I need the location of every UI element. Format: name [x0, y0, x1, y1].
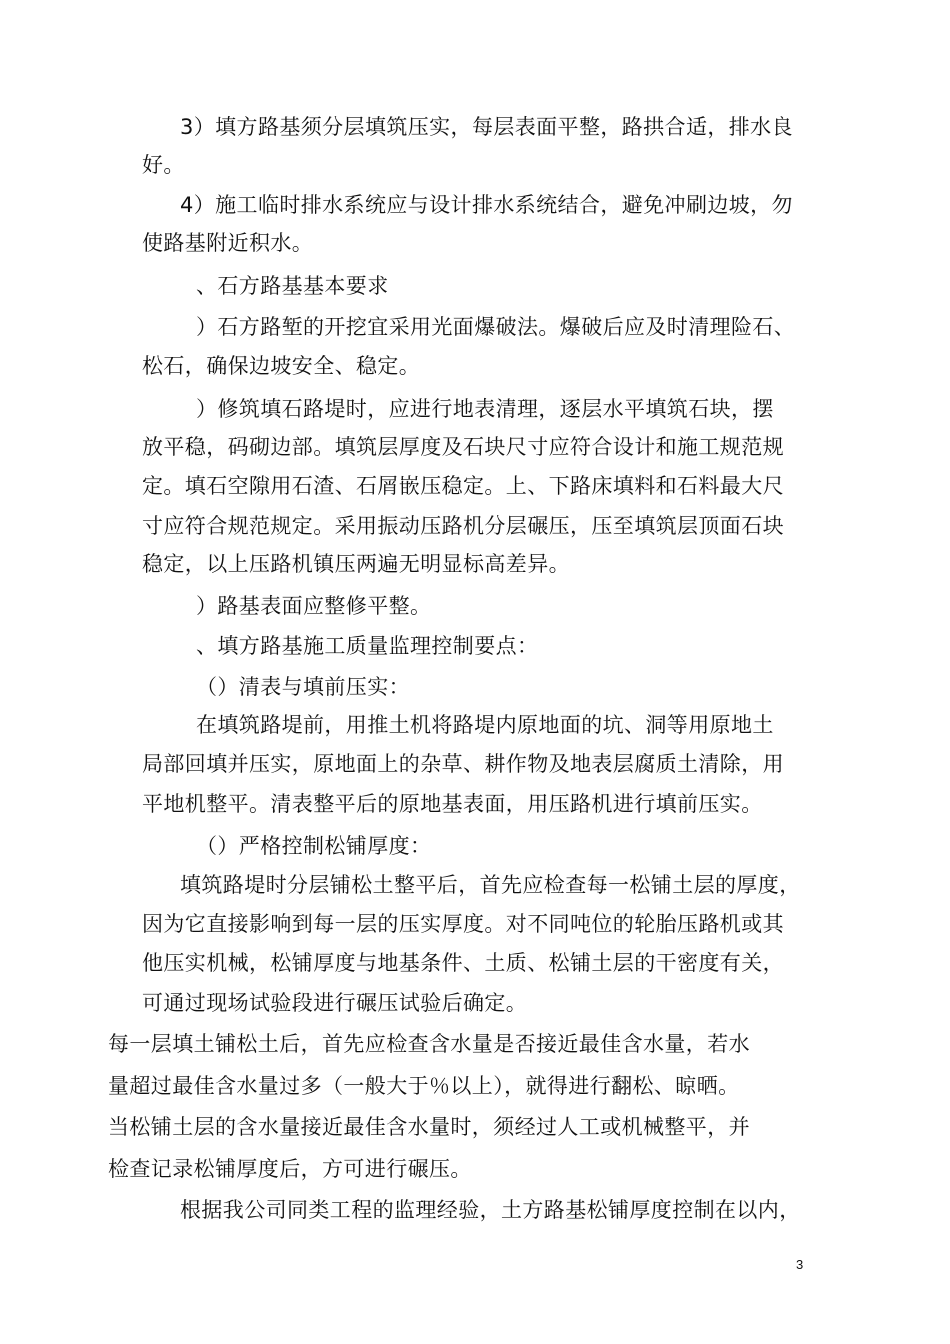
paragraph-line: ）修筑填石路堤时，应进行地表清理，逐层水平填筑石块，摆: [196, 397, 774, 421]
paragraph-line: 好。: [142, 153, 185, 177]
subsection-heading: （）严格控制松铺厚度：: [196, 834, 432, 858]
paragraph-line: 因为它直接影响到每一层的压实厚度。对不同吨位的轮胎压路机或其: [142, 912, 784, 936]
paragraph-line: 量超过最佳含水量过多（一般大于％以上），就得进行翻松、晾晒。: [108, 1074, 740, 1098]
section-heading: 、石方路基基本要求: [196, 274, 389, 298]
paragraph-line: ）石方路堑的开挖宜采用光面爆破法。爆破后应及时清理险石、: [196, 315, 796, 339]
paragraph-line: 当松铺土层的含水量接近最佳含水量时，须经过人工或机械整平，并: [108, 1115, 750, 1139]
paragraph-line: 寸应符合规范规定。采用振动压路机分层碾压，压至填筑层顶面石块: [142, 514, 784, 538]
subsection-heading: （）清表与填前压实：: [196, 675, 410, 699]
paragraph-line: 他压实机械，松铺厚度与地基条件、土质、松铺土层的干密度有关，: [142, 951, 784, 975]
paragraph-line: 平地机整平。清表整平后的原地基表面，用压路机进行填前压实。: [142, 792, 763, 816]
paragraph-line: 局部回填并压实，原地面上的杂草、耕作物及地表层腐质土清除，用: [142, 752, 784, 776]
paragraph-line: 检查记录松铺厚度后，方可进行碾压。: [108, 1157, 472, 1181]
section-heading: 、填方路基施工质量监理控制要点：: [196, 634, 539, 658]
paragraph-line: 松石，确保边坡安全、稳定。: [142, 354, 421, 378]
paragraph-line: 稳定，以上压路机镇压两遍无明显标高差异。: [142, 552, 570, 576]
paragraph-line: ）路基表面应整修平整。: [196, 594, 432, 618]
paragraph-line: 在填筑路堤前，用推土机将路堤内原地面的坑、洞等用原地土: [196, 713, 774, 737]
paragraph-line: 定。填石空隙用石渣、石屑嵌压稳定。上、下路床填料和石料最大尺: [142, 474, 784, 498]
paragraph-line: 3）填方路基须分层填筑压实，每层表面平整，路拱合适，排水良: [180, 115, 793, 139]
paragraph-line: 填筑路堤时分层铺松土整平后，首先应检查每一松铺土层的厚度，: [180, 873, 801, 897]
paragraph-line: 4）施工临时排水系统应与设计排水系统结合，避免冲刷边坡，勿: [180, 193, 793, 217]
page-number: 3: [796, 1257, 804, 1272]
paragraph-line: 根据我公司同类工程的监理经验，土方路基松铺厚度控制在以内，: [180, 1198, 801, 1222]
paragraph-line: 可通过现场试验段进行碾压试验后确定。: [142, 991, 528, 1015]
paragraph-line: 每一层填土铺松土后，首先应检查含水量是否接近最佳含水量，若水: [108, 1032, 750, 1056]
paragraph-line: 使路基附近积水。: [142, 231, 314, 255]
paragraph-line: 放平稳，码砌边部。填筑层厚度及石块尺寸应符合设计和施工规范规: [142, 435, 784, 459]
